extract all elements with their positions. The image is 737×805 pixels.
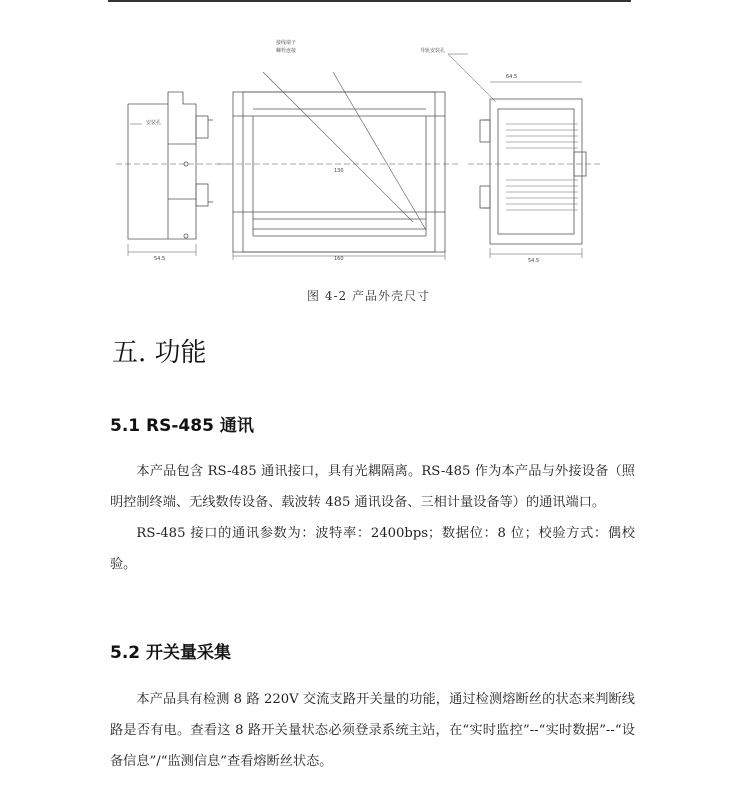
dim-right-label: 54.5 [528,258,540,264]
paragraph: RS-485 接口的通讯参数为：波特率：2400bps；数据位：8 位；校验方式：偶校验。 [110,526,635,572]
section-body-switch [110,684,635,777]
section-body-rs485 [110,456,635,580]
chapter-title: 五. 功能 [112,338,207,368]
dim-inner-label: 130 [334,168,344,174]
top-rule [108,0,631,2]
section-heading-rs485: 5.1 RS-485 通讯 [110,416,254,436]
rail-note-label: 导轨安装孔 [420,48,446,54]
paragraph: 本产品包含 RS-485 通讯接口，具有光耦隔离。RS-485 作为本产品与外接设备（照明控制终端、无线数传设备、载波转 485 通讯设备、三相计量设备等）的通讯端口。 [110,464,635,510]
side-note-label: 安装孔 [146,120,162,126]
enclosure-dimension-drawing [108,24,631,264]
terminal-note-1: 接线端子 [276,40,297,46]
section-heading-switch: 5.2 开关量采集 [110,643,232,663]
front-view [218,39,458,262]
dim-mid-label: 160 [334,256,344,262]
rear-view [420,47,603,264]
side-view [116,92,228,262]
terminal-note-2: 螺栓连接 [276,48,297,54]
dim-left-label: 54.5 [154,256,166,262]
paragraph: 本产品具有检测 8 路 220V 交流支路开关量的功能，通过检测熔断丝的状态来判断线路是否有电。查看这 8 路开关量状态必须登录系统主站，在“实时监控”--“实时数据”--“设备信息”/“监测信息”查看熔断丝状态。 [110,692,635,769]
figure-caption: 图 4-2 产品外壳尺寸 [307,289,430,303]
dim-top-label: 64.5 [506,74,518,80]
